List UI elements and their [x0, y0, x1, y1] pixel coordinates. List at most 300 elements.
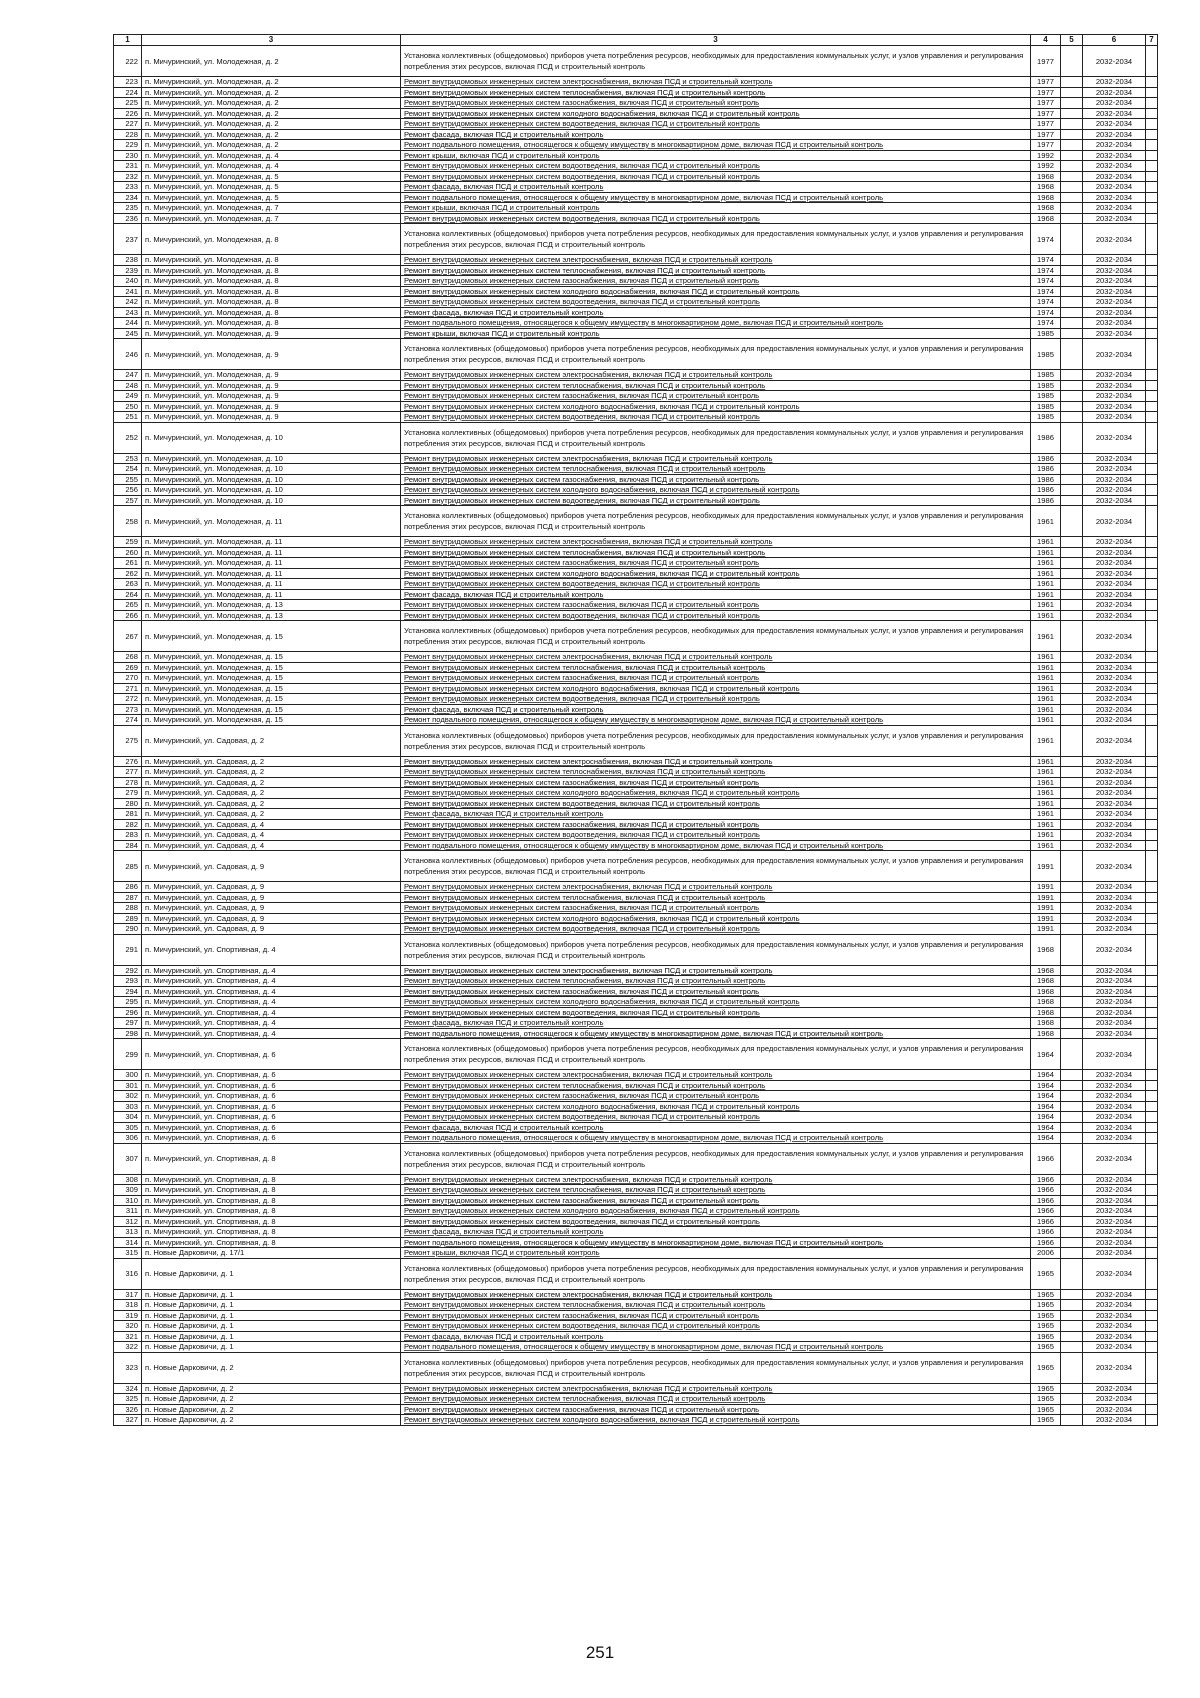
empty-cell: [1061, 788, 1083, 799]
work-type-cell: Ремонт внутридомовых инженерных систем электроснабжения, включая ПСД и строительный контроль: [401, 537, 1031, 548]
row-number-cell: 274: [114, 715, 142, 726]
year-cell: 1965: [1031, 1342, 1061, 1353]
address-cell: п. Новые Дарковичи, д. 17/1: [142, 1248, 401, 1259]
year-cell: 1961: [1031, 568, 1061, 579]
empty-cell: [1146, 1080, 1158, 1091]
work-type-cell: Ремонт внутридомовых инженерных систем газоснабжения, включая ПСД и строительный контроль: [401, 1195, 1031, 1206]
period-cell: 2032-2034: [1083, 1185, 1146, 1196]
year-cell: 1961: [1031, 621, 1061, 652]
empty-cell: [1061, 683, 1083, 694]
year-cell: 1991: [1031, 882, 1061, 893]
table-row: [114, 1143, 1158, 1174]
work-type-cell: Ремонт подвального помещения, относящегося к общему имуществу в многоквартирном доме, включая ПСД и строительный контроль: [401, 840, 1031, 851]
work-type-cell: Ремонт внутридомовых инженерных систем водоотведения, включая ПСД и строительный контроль: [401, 495, 1031, 506]
table-row: [114, 171, 1158, 182]
address-cell: п. Мичуринский, ул. Спортивная, д. 6: [142, 1091, 401, 1102]
table-row: [114, 882, 1158, 893]
period-cell: 2032-2034: [1083, 119, 1146, 130]
empty-cell: [1061, 547, 1083, 558]
empty-cell: [1146, 1143, 1158, 1174]
row-number-cell: 325: [114, 1394, 142, 1405]
empty-cell: [1061, 318, 1083, 329]
empty-cell: [1146, 1070, 1158, 1081]
work-type-cell: Ремонт внутридомовых инженерных систем электроснабжения, включая ПСД и строительный контроль: [401, 453, 1031, 464]
address-cell: п. Мичуринский, ул. Молодежная, д. 15: [142, 621, 401, 652]
year-cell: 1965: [1031, 1415, 1061, 1426]
period-cell: 2032-2034: [1083, 1039, 1146, 1070]
year-cell: 1961: [1031, 673, 1061, 684]
address-cell: п. Мичуринский, ул. Молодежная, д. 10: [142, 422, 401, 453]
address-cell: п. Мичуринский, ул. Спортивная, д. 6: [142, 1112, 401, 1123]
address-cell: п. Мичуринский, ул. Спортивная, д. 8: [142, 1185, 401, 1196]
row-number-cell: 231: [114, 161, 142, 172]
row-number-cell: 310: [114, 1195, 142, 1206]
empty-cell: [1146, 1258, 1158, 1289]
year-cell: 1968: [1031, 203, 1061, 214]
empty-cell: [1146, 1216, 1158, 1227]
period-cell: 2032-2034: [1083, 380, 1146, 391]
address-cell: п. Мичуринский, ул. Садовая, д. 4: [142, 830, 401, 841]
empty-cell: [1061, 265, 1083, 276]
work-type-cell: Установка коллективных (общедомовых) приборов учета потребления ресурсов, необходимых для предоставления коммунальных услуг, и узлов управления и регулирования потребления этих ресурсов, включая ПСД и строительный контроль: [401, 1143, 1031, 1174]
work-type-cell: Ремонт внутридомовых инженерных систем газоснабжения, включая ПСД и строительный контроль: [401, 1091, 1031, 1102]
table-row: [114, 506, 1158, 537]
empty-cell: [1146, 986, 1158, 997]
empty-cell: [1061, 1206, 1083, 1217]
address-cell: п. Мичуринский, ул. Молодежная, д. 11: [142, 579, 401, 590]
work-type-cell: Ремонт внутридомовых инженерных систем водоотведения, включая ПСД и строительный контроль: [401, 1216, 1031, 1227]
empty-cell: [1146, 1383, 1158, 1394]
work-type-cell: Установка коллективных (общедомовых) приборов учета потребления ресурсов, необходимых для предоставления коммунальных услуг, и узлов управления и регулирования потребления этих ресурсов, включая ПСД и строительный контроль: [401, 46, 1031, 77]
row-number-cell: 300: [114, 1070, 142, 1081]
year-cell: 1974: [1031, 297, 1061, 308]
table-row: [114, 903, 1158, 914]
period-cell: 2032-2034: [1083, 161, 1146, 172]
table-row: [114, 568, 1158, 579]
work-type-cell: Ремонт внутридомовых инженерных систем холодного водоснабжения, включая ПСД и строительный контроль: [401, 1101, 1031, 1112]
year-cell: 1985: [1031, 401, 1061, 412]
row-number-cell: 222: [114, 46, 142, 77]
work-type-cell: Ремонт внутридомовых инженерных систем газоснабжения, включая ПСД и строительный контроль: [401, 986, 1031, 997]
table-row: [114, 704, 1158, 715]
work-type-cell: Ремонт внутридомовых инженерных систем теплоснабжения, включая ПСД и строительный контроль: [401, 380, 1031, 391]
empty-cell: [1061, 391, 1083, 402]
empty-cell: [1061, 924, 1083, 935]
address-cell: п. Мичуринский, ул. Молодежная, д. 7: [142, 213, 401, 224]
period-cell: 2032-2034: [1083, 474, 1146, 485]
header-cell: 5: [1061, 35, 1083, 46]
period-cell: 2032-2034: [1083, 1122, 1146, 1133]
period-cell: 2032-2034: [1083, 830, 1146, 841]
empty-cell: [1061, 255, 1083, 266]
work-type-cell: Ремонт внутридомовых инженерных систем холодного водоснабжения, включая ПСД и строительный контроль: [401, 286, 1031, 297]
period-cell: 2032-2034: [1083, 965, 1146, 976]
table-row: [114, 1394, 1158, 1405]
row-number-cell: 238: [114, 255, 142, 266]
row-number-cell: 263: [114, 579, 142, 590]
table-row: [114, 537, 1158, 548]
row-number-cell: 309: [114, 1185, 142, 1196]
address-cell: п. Мичуринский, ул. Садовая, д. 9: [142, 851, 401, 882]
row-number-cell: 225: [114, 98, 142, 109]
year-cell: 1961: [1031, 652, 1061, 663]
work-type-cell: Ремонт фасада, включая ПСД и строительный контроль: [401, 589, 1031, 600]
row-number-cell: 311: [114, 1206, 142, 1217]
year-cell: 1961: [1031, 809, 1061, 820]
row-number-cell: 223: [114, 77, 142, 88]
work-type-cell: Ремонт крыши, включая ПСД и строительный контроль: [401, 1248, 1031, 1259]
year-cell: 1961: [1031, 704, 1061, 715]
period-cell: 2032-2034: [1083, 1028, 1146, 1039]
period-cell: 2032-2034: [1083, 934, 1146, 965]
year-cell: 1977: [1031, 46, 1061, 77]
period-cell: 2032-2034: [1083, 140, 1146, 151]
row-number-cell: 286: [114, 882, 142, 893]
address-cell: п. Мичуринский, ул. Молодежная, д. 11: [142, 568, 401, 579]
period-cell: 2032-2034: [1083, 1404, 1146, 1415]
work-type-cell: Ремонт фасада, включая ПСД и строительный контроль: [401, 704, 1031, 715]
empty-cell: [1061, 1028, 1083, 1039]
row-number-cell: 318: [114, 1300, 142, 1311]
row-number-cell: 278: [114, 777, 142, 788]
address-cell: п. Мичуринский, ул. Садовая, д. 9: [142, 903, 401, 914]
table-row: [114, 1300, 1158, 1311]
year-cell: 1961: [1031, 610, 1061, 621]
row-number-cell: 322: [114, 1342, 142, 1353]
period-cell: 2032-2034: [1083, 621, 1146, 652]
year-cell: 1966: [1031, 1174, 1061, 1185]
table-row: [114, 924, 1158, 935]
empty-cell: [1146, 892, 1158, 903]
work-type-cell: Ремонт внутридомовых инженерных систем холодного водоснабжения, включая ПСД и строительный контроль: [401, 1206, 1031, 1217]
work-type-cell: Ремонт внутридомовых инженерных систем водоотведения, включая ПСД и строительный контроль: [401, 1321, 1031, 1332]
row-number-cell: 295: [114, 997, 142, 1008]
empty-cell: [1146, 1112, 1158, 1123]
row-number-cell: 326: [114, 1404, 142, 1415]
row-number-cell: 236: [114, 213, 142, 224]
period-cell: 2032-2034: [1083, 87, 1146, 98]
empty-cell: [1061, 495, 1083, 506]
row-number-cell: 292: [114, 965, 142, 976]
table-row: [114, 328, 1158, 339]
address-cell: п. Новые Дарковичи, д. 1: [142, 1300, 401, 1311]
work-type-cell: Ремонт внутридомовых инженерных систем электроснабжения, включая ПСД и строительный контроль: [401, 965, 1031, 976]
year-cell: 1964: [1031, 1070, 1061, 1081]
empty-cell: [1146, 683, 1158, 694]
empty-cell: [1061, 579, 1083, 590]
empty-cell: [1146, 318, 1158, 329]
empty-cell: [1061, 819, 1083, 830]
work-type-cell: Ремонт крыши, включая ПСД и строительный контроль: [401, 150, 1031, 161]
address-cell: п. Мичуринский, ул. Спортивная, д. 8: [142, 1143, 401, 1174]
table-row: [114, 474, 1158, 485]
table-row: [114, 401, 1158, 412]
address-cell: п. Мичуринский, ул. Молодежная, д. 15: [142, 673, 401, 684]
address-cell: п. Мичуринский, ул. Молодежная, д. 10: [142, 495, 401, 506]
empty-cell: [1146, 662, 1158, 673]
empty-cell: [1061, 171, 1083, 182]
year-cell: 1968: [1031, 192, 1061, 203]
empty-cell: [1146, 809, 1158, 820]
row-number-cell: 271: [114, 683, 142, 694]
period-cell: 2032-2034: [1083, 1331, 1146, 1342]
table-row: [114, 788, 1158, 799]
address-cell: п. Мичуринский, ул. Молодежная, д. 10: [142, 464, 401, 475]
row-number-cell: 265: [114, 600, 142, 611]
table-row: [114, 1195, 1158, 1206]
empty-cell: [1146, 1248, 1158, 1259]
table-row: [114, 464, 1158, 475]
empty-cell: [1146, 568, 1158, 579]
year-cell: 1986: [1031, 453, 1061, 464]
empty-cell: [1146, 1007, 1158, 1018]
table-row: [114, 453, 1158, 464]
period-cell: 2032-2034: [1083, 150, 1146, 161]
address-cell: п. Мичуринский, ул. Садовая, д. 2: [142, 777, 401, 788]
year-cell: 1961: [1031, 767, 1061, 778]
address-cell: п. Мичуринский, ул. Молодежная, д. 2: [142, 140, 401, 151]
address-cell: п. Мичуринский, ул. Садовая, д. 9: [142, 892, 401, 903]
address-cell: п. Мичуринский, ул. Молодежная, д. 4: [142, 150, 401, 161]
empty-cell: [1061, 1080, 1083, 1091]
row-number-cell: 266: [114, 610, 142, 621]
work-type-cell: Ремонт внутридомовых инженерных систем теплоснабжения, включая ПСД и строительный контроль: [401, 892, 1031, 903]
row-number-cell: 239: [114, 265, 142, 276]
address-cell: п. Мичуринский, ул. Садовая, д. 2: [142, 767, 401, 778]
table-row: [114, 150, 1158, 161]
table-row: [114, 1028, 1158, 1039]
work-type-cell: Ремонт подвального помещения, относящегося к общему имуществу в многоквартирном доме, включая ПСД и строительный контроль: [401, 715, 1031, 726]
table-header-row: [114, 35, 1158, 46]
period-cell: 2032-2034: [1083, 851, 1146, 882]
address-cell: п. Мичуринский, ул. Спортивная, д. 4: [142, 986, 401, 997]
year-cell: 1961: [1031, 547, 1061, 558]
empty-cell: [1146, 1331, 1158, 1342]
table-row: [114, 192, 1158, 203]
year-cell: 1961: [1031, 798, 1061, 809]
empty-cell: [1061, 1174, 1083, 1185]
period-cell: 2032-2034: [1083, 579, 1146, 590]
empty-cell: [1146, 767, 1158, 778]
row-number-cell: 272: [114, 694, 142, 705]
year-cell: 1974: [1031, 276, 1061, 287]
address-cell: п. Мичуринский, ул. Молодежная, д. 9: [142, 412, 401, 423]
period-cell: 2032-2034: [1083, 412, 1146, 423]
table-row: [114, 276, 1158, 287]
empty-cell: [1146, 1227, 1158, 1238]
work-type-cell: Ремонт внутридомовых инженерных систем электроснабжения, включая ПСД и строительный контроль: [401, 77, 1031, 88]
period-cell: 2032-2034: [1083, 1258, 1146, 1289]
row-number-cell: 245: [114, 328, 142, 339]
year-cell: 1965: [1031, 1258, 1061, 1289]
address-cell: п. Мичуринский, ул. Молодежная, д. 15: [142, 715, 401, 726]
year-cell: 1966: [1031, 1216, 1061, 1227]
row-number-cell: 256: [114, 485, 142, 496]
work-type-cell: Ремонт крыши, включая ПСД и строительный контроль: [401, 328, 1031, 339]
empty-cell: [1146, 286, 1158, 297]
table-row: [114, 1185, 1158, 1196]
table-row: [114, 840, 1158, 851]
address-cell: п. Мичуринский, ул. Молодежная, д. 5: [142, 171, 401, 182]
table-row: [114, 673, 1158, 684]
empty-cell: [1146, 140, 1158, 151]
empty-cell: [1146, 1039, 1158, 1070]
period-cell: 2032-2034: [1083, 328, 1146, 339]
address-cell: п. Мичуринский, ул. Молодежная, д. 2: [142, 129, 401, 140]
year-cell: 1985: [1031, 380, 1061, 391]
period-cell: 2032-2034: [1083, 1007, 1146, 1018]
work-type-cell: Ремонт внутридомовых инженерных систем газоснабжения, включая ПСД и строительный контроль: [401, 1310, 1031, 1321]
empty-cell: [1146, 694, 1158, 705]
work-type-cell: Ремонт внутридомовых инженерных систем газоснабжения, включая ПСД и строительный контроль: [401, 673, 1031, 684]
table-row: [114, 579, 1158, 590]
row-number-cell: 279: [114, 788, 142, 799]
address-cell: п. Новые Дарковичи, д. 1: [142, 1258, 401, 1289]
work-type-cell: Ремонт внутридомовых инженерных систем теплоснабжения, включая ПСД и строительный контроль: [401, 265, 1031, 276]
period-cell: 2032-2034: [1083, 683, 1146, 694]
work-type-cell: Ремонт внутридомовых инженерных систем газоснабжения, включая ПСД и строительный контроль: [401, 1404, 1031, 1415]
work-type-cell: Ремонт внутридомовых инженерных систем теплоснабжения, включая ПСД и строительный контроль: [401, 976, 1031, 987]
work-type-cell: Установка коллективных (общедомовых) приборов учета потребления ресурсов, необходимых для предоставления коммунальных услуг, и узлов управления и регулирования потребления этих ресурсов, включая ПСД и строительный контроль: [401, 1352, 1031, 1383]
empty-cell: [1061, 1342, 1083, 1353]
row-number-cell: 303: [114, 1101, 142, 1112]
period-cell: 2032-2034: [1083, 46, 1146, 77]
period-cell: 2032-2034: [1083, 840, 1146, 851]
period-cell: 2032-2034: [1083, 255, 1146, 266]
empty-cell: [1061, 213, 1083, 224]
address-cell: п. Мичуринский, ул. Садовая, д. 2: [142, 798, 401, 809]
row-number-cell: 282: [114, 819, 142, 830]
year-cell: 1977: [1031, 140, 1061, 151]
year-cell: 1974: [1031, 265, 1061, 276]
address-cell: п. Мичуринский, ул. Молодежная, д. 10: [142, 474, 401, 485]
year-cell: 1965: [1031, 1310, 1061, 1321]
empty-cell: [1146, 652, 1158, 663]
address-cell: п. Новые Дарковичи, д. 2: [142, 1383, 401, 1394]
period-cell: 2032-2034: [1083, 171, 1146, 182]
period-cell: 2032-2034: [1083, 464, 1146, 475]
period-cell: 2032-2034: [1083, 276, 1146, 287]
address-cell: п. Мичуринский, ул. Молодежная, д. 9: [142, 401, 401, 412]
empty-cell: [1146, 1289, 1158, 1300]
empty-cell: [1061, 87, 1083, 98]
work-type-cell: Ремонт крыши, включая ПСД и строительный контроль: [401, 203, 1031, 214]
work-type-cell: Ремонт внутридомовых инженерных систем теплоснабжения, включая ПСД и строительный контроль: [401, 87, 1031, 98]
table-row: [114, 1007, 1158, 1018]
empty-cell: [1146, 370, 1158, 381]
empty-cell: [1061, 307, 1083, 318]
empty-cell: [1146, 756, 1158, 767]
address-cell: п. Мичуринский, ул. Спортивная, д. 6: [142, 1080, 401, 1091]
table-row: [114, 694, 1158, 705]
empty-cell: [1146, 704, 1158, 715]
period-cell: 2032-2034: [1083, 756, 1146, 767]
empty-cell: [1061, 401, 1083, 412]
empty-cell: [1061, 1007, 1083, 1018]
period-cell: 2032-2034: [1083, 1321, 1146, 1332]
year-cell: 1991: [1031, 892, 1061, 903]
table-row: [114, 119, 1158, 130]
year-cell: 1991: [1031, 903, 1061, 914]
period-cell: 2032-2034: [1083, 882, 1146, 893]
period-cell: 2032-2034: [1083, 1300, 1146, 1311]
work-type-cell: Ремонт внутридомовых инженерных систем электроснабжения, включая ПСД и строительный контроль: [401, 1070, 1031, 1081]
address-cell: п. Мичуринский, ул. Садовая, д. 9: [142, 913, 401, 924]
address-cell: п. Мичуринский, ул. Молодежная, д. 2: [142, 46, 401, 77]
period-cell: 2032-2034: [1083, 1415, 1146, 1426]
year-cell: 1986: [1031, 422, 1061, 453]
empty-cell: [1146, 108, 1158, 119]
empty-cell: [1061, 986, 1083, 997]
period-cell: 2032-2034: [1083, 662, 1146, 673]
empty-cell: [1146, 819, 1158, 830]
period-cell: 2032-2034: [1083, 652, 1146, 663]
period-cell: 2032-2034: [1083, 1080, 1146, 1091]
row-number-cell: 233: [114, 182, 142, 193]
work-type-cell: Установка коллективных (общедомовых) приборов учета потребления ресурсов, необходимых для предоставления коммунальных услуг, и узлов управления и регулирования потребления этих ресурсов, включая ПСД и строительный контроль: [401, 851, 1031, 882]
row-number-cell: 297: [114, 1018, 142, 1029]
table-row: [114, 725, 1158, 756]
empty-cell: [1146, 1028, 1158, 1039]
empty-cell: [1146, 401, 1158, 412]
empty-cell: [1061, 1185, 1083, 1196]
table-row: [114, 621, 1158, 652]
work-type-cell: Ремонт внутридомовых инженерных систем теплоснабжения, включая ПСД и строительный контроль: [401, 1300, 1031, 1311]
row-number-cell: 232: [114, 171, 142, 182]
empty-cell: [1146, 1415, 1158, 1426]
period-cell: 2032-2034: [1083, 495, 1146, 506]
header-cell: 6: [1083, 35, 1146, 46]
table-row: [114, 1070, 1158, 1081]
empty-cell: [1061, 840, 1083, 851]
empty-cell: [1146, 547, 1158, 558]
work-type-cell: Установка коллективных (общедомовых) приборов учета потребления ресурсов, необходимых для предоставления коммунальных услуг, и узлов управления и регулирования потребления этих ресурсов, включая ПСД и строительный контроль: [401, 725, 1031, 756]
empty-cell: [1061, 777, 1083, 788]
address-cell: п. Мичуринский, ул. Спортивная, д. 8: [142, 1216, 401, 1227]
address-cell: п. Мичуринский, ул. Спортивная, д. 8: [142, 1237, 401, 1248]
work-type-cell: Ремонт внутридомовых инженерных систем теплоснабжения, включая ПСД и строительный контроль: [401, 1185, 1031, 1196]
year-cell: 1965: [1031, 1404, 1061, 1415]
empty-cell: [1061, 1237, 1083, 1248]
work-type-cell: Ремонт внутридомовых инженерных систем водоотведения, включая ПСД и строительный контроль: [401, 579, 1031, 590]
empty-cell: [1146, 924, 1158, 935]
work-type-cell: Ремонт внутридомовых инженерных систем электроснабжения, включая ПСД и строительный контроль: [401, 1383, 1031, 1394]
table-row: [114, 589, 1158, 600]
table-row: [114, 339, 1158, 370]
work-type-cell: Ремонт внутридомовых инженерных систем холодного водоснабжения, включая ПСД и строительный контроль: [401, 913, 1031, 924]
period-cell: 2032-2034: [1083, 1310, 1146, 1321]
table-row: [114, 1174, 1158, 1185]
work-type-cell: Ремонт внутридомовых инженерных систем водоотведения, включая ПСД и строительный контроль: [401, 412, 1031, 423]
table-row: [114, 892, 1158, 903]
row-number-cell: 315: [114, 1248, 142, 1259]
empty-cell: [1061, 286, 1083, 297]
empty-cell: [1146, 485, 1158, 496]
table-row: [114, 422, 1158, 453]
period-cell: 2032-2034: [1083, 777, 1146, 788]
year-cell: 1986: [1031, 464, 1061, 475]
table-row: [114, 683, 1158, 694]
work-type-cell: Ремонт внутридомовых инженерных систем холодного водоснабжения, включая ПСД и строительный контроль: [401, 1415, 1031, 1426]
address-cell: п. Мичуринский, ул. Садовая, д. 2: [142, 756, 401, 767]
table-row: [114, 1227, 1158, 1238]
row-number-cell: 237: [114, 224, 142, 255]
period-cell: 2032-2034: [1083, 1195, 1146, 1206]
work-type-cell: Установка коллективных (общедомовых) приборов учета потребления ресурсов, необходимых для предоставления коммунальных услуг, и узлов управления и регулирования потребления этих ресурсов, включая ПСД и строительный контроль: [401, 339, 1031, 370]
row-number-cell: 284: [114, 840, 142, 851]
empty-cell: [1146, 98, 1158, 109]
empty-cell: [1146, 1018, 1158, 1029]
